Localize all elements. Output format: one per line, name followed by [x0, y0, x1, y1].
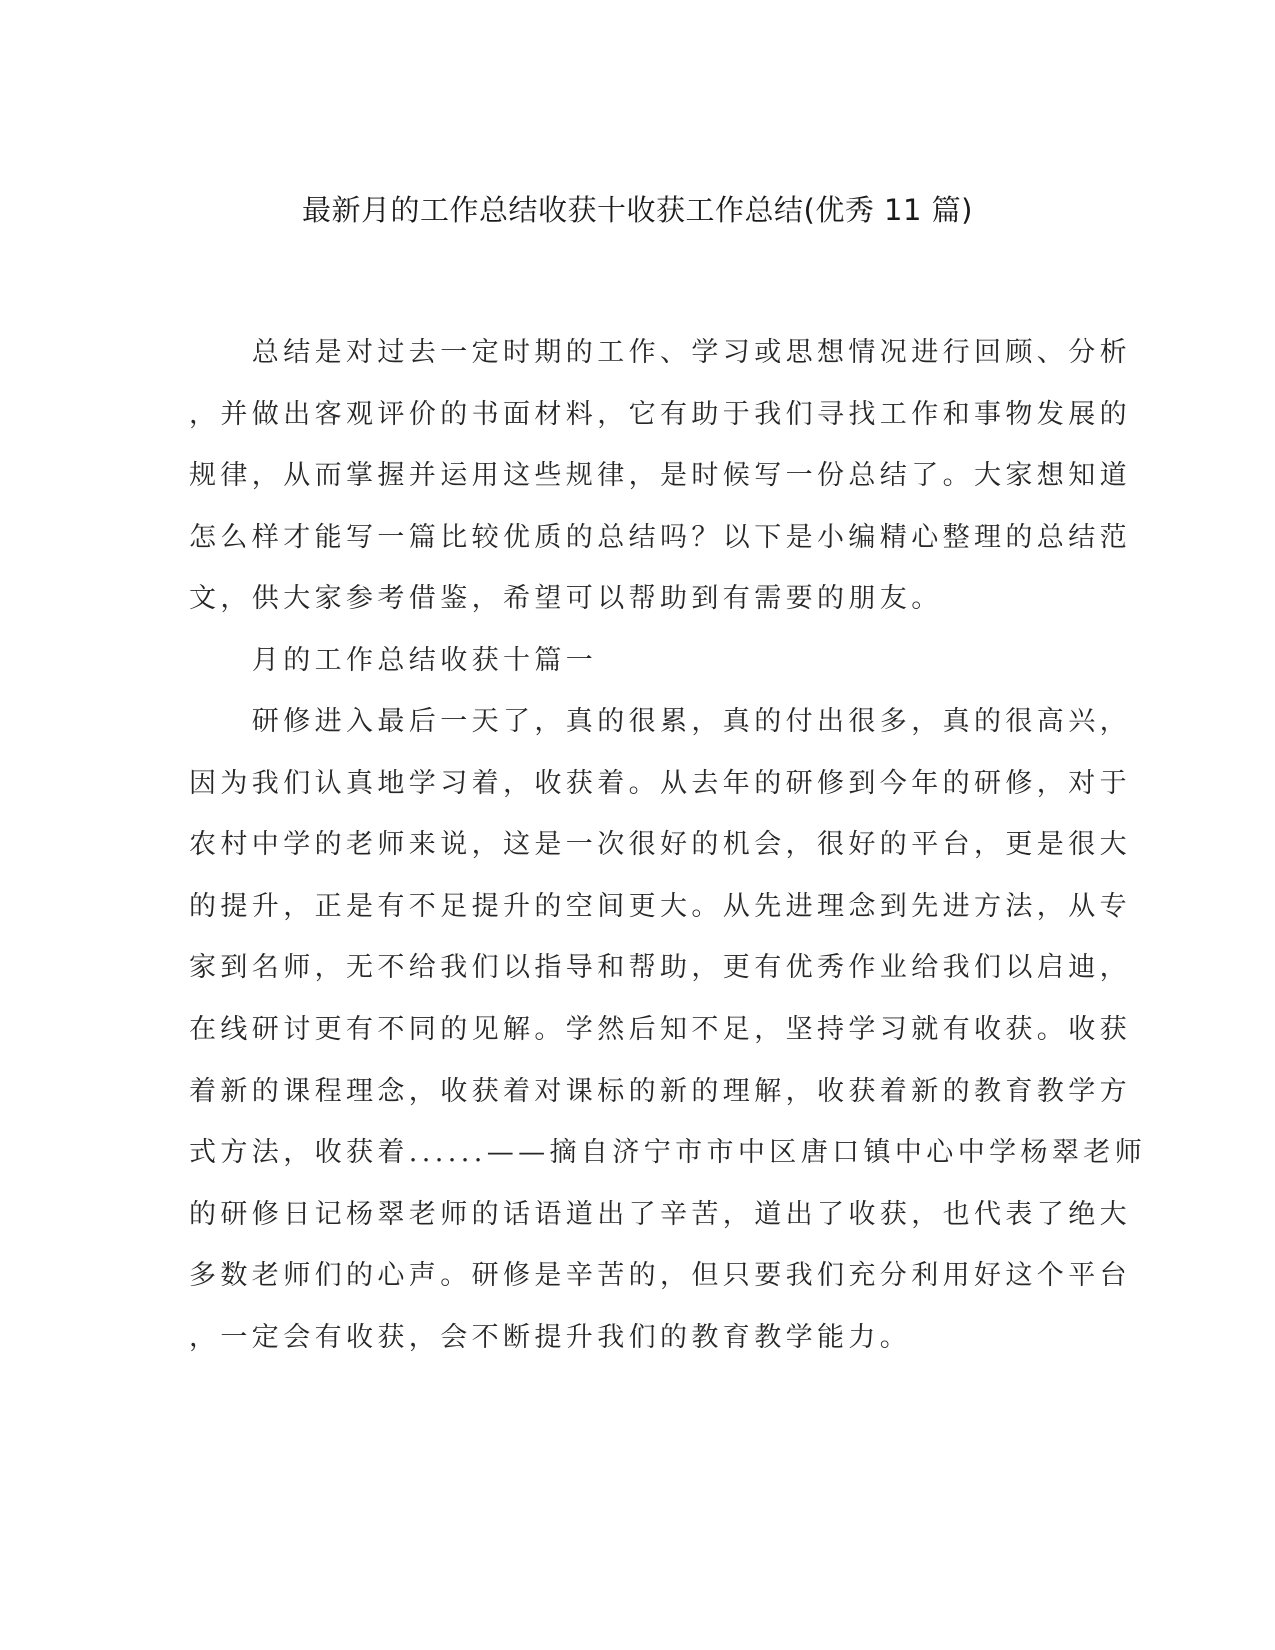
intro-paragraph: [189, 322, 1131, 630]
paragraph-line: 多数老师们的心声。研修是辛苦的，但只要我们充分利用好这个平台: [189, 1260, 1131, 1292]
paragraph-line: 家到名师，无不给我们以指导和帮助，更有优秀作业给我们以启迪，: [189, 952, 1131, 984]
paragraph-line: 研修进入最后一天了，真的很累，真的付出很多，真的很高兴，: [189, 706, 1131, 737]
section-heading-text: 月的工作总结收获十篇一: [189, 645, 598, 676]
paragraph-line: 农村中学的老师来说，这是一次很好的机会，很好的平台，更是很大: [189, 829, 1131, 861]
paragraph-line: 因为我们认真地学习着，收获着。从去年的研修到今年的研修，对于: [189, 767, 1131, 799]
section-heading: [189, 630, 1071, 692]
paragraph-line: 式方法，收获着......——摘自济宁市市中区唐口镇中心中学杨翠老师: [189, 1137, 1147, 1169]
intro-line: 总结是对过去一定时期的工作、学习或思想情况进行回顾、分析: [189, 337, 1131, 368]
paragraph-line: 在线研讨更有不同的见解。学然后知不足，坚持学习就有收获。收获: [189, 1013, 1131, 1045]
paragraph-line: 的研修日记杨翠老师的话语道出了辛苦，道出了收获，也代表了绝大: [189, 1198, 1131, 1230]
intro-line: 文，供大家参考借鉴，希望可以帮助到有需要的朋友。: [189, 583, 943, 615]
document-title: 最新月的工作总结收获十收获工作总结(优秀 11 篇): [302, 193, 973, 227]
intro-line: 规律，从而掌握并运用这些规律，是时候写一份总结了。大家想知道: [189, 460, 1131, 492]
body-paragraph: [189, 691, 1147, 1369]
intro-line: 怎么样才能写一篇比较优质的总结吗？以下是小编精心整理的总结范: [189, 521, 1131, 553]
paragraph-line: 着新的课程理念，收获着对课标的新的理解，收获着新的教育教学方: [189, 1075, 1131, 1107]
intro-line: ，并做出客观评价的书面材料，它有助于我们寻找工作和事物发展的: [189, 398, 1131, 430]
paragraph-line: 的提升，正是有不足提升的空间更大。从先进理念到先进方法，从专: [189, 890, 1131, 922]
paragraph-line: ，一定会有收获，会不断提升我们的教育教学能力。: [189, 1321, 912, 1353]
